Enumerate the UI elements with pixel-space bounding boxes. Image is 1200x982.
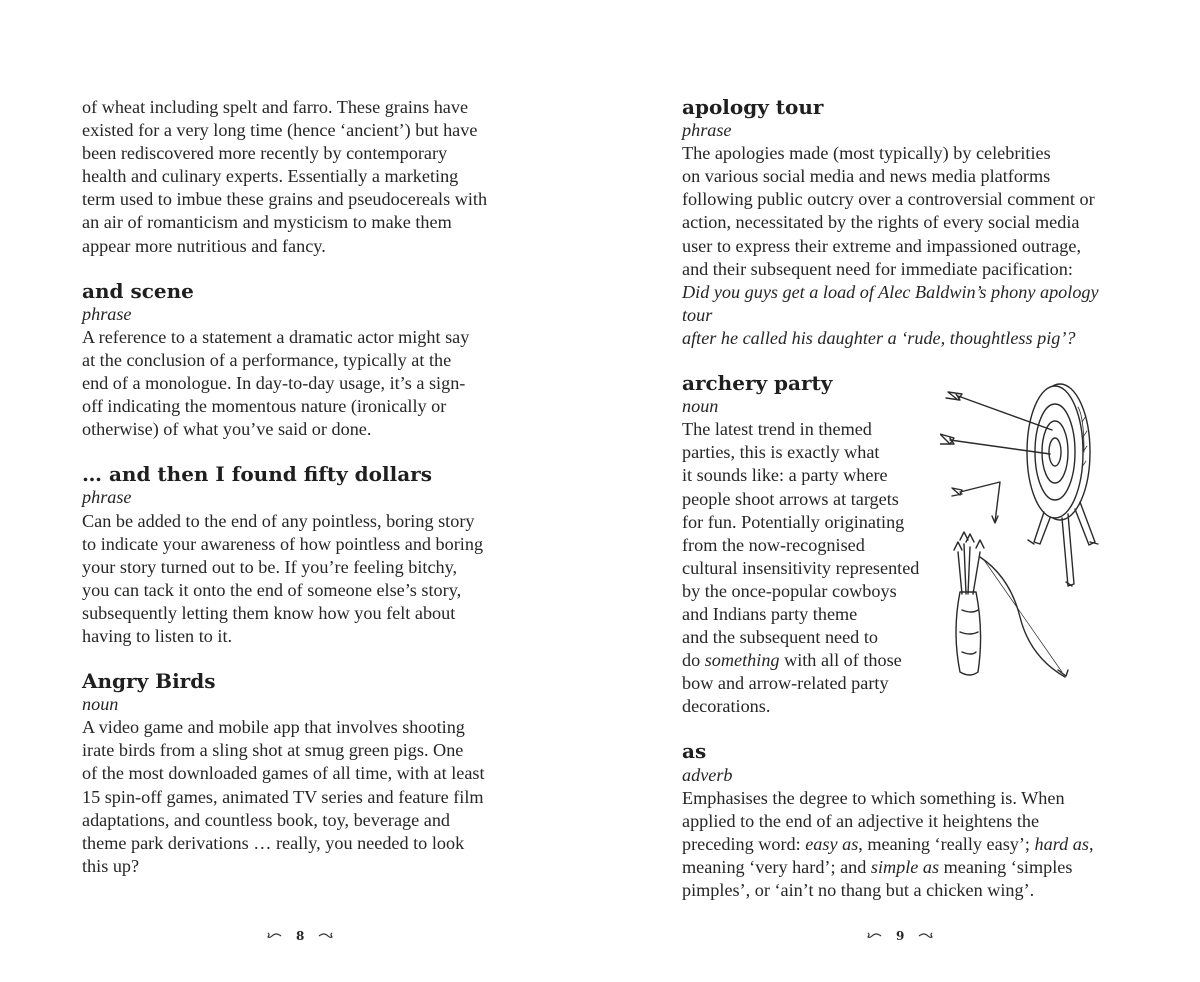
left-page <box>82 96 527 900</box>
page-number-right <box>866 929 934 943</box>
definition: The apologies made (most typically) by celebrities on various social media and news media platforms following public outcry over a controversial comment or action, necessitated by the rights of every social media user to express their extreme and impassioned outrage, and their subsequent need for immediate pacification: <box>682 143 1095 279</box>
definition: Can be added to the end of any pointless, boring story to indicate your awareness of how pointless and boring your story turned out to be. If you’re feeling bitchy, you can tack it onto the end of someone else’s story, subsequently letting them know how you felt about having to listen to it. <box>82 510 484 646</box>
part-of-speech: phrase <box>682 120 732 141</box>
headword: as <box>682 739 707 764</box>
usage-example: Did you guys get a load of Alec Baldwin’s phony apology tour after he called his daughter a ‘rude, thoughtless pig’? <box>682 281 1099 348</box>
entry-and-scene <box>82 280 527 442</box>
ornament-right-icon <box>918 932 934 940</box>
definition-emphasis: simple as <box>870 856 940 877</box>
headword: and scene <box>82 278 194 303</box>
part-of-speech: noun <box>682 396 719 417</box>
definition-text: , meaning ‘really easy’; <box>858 833 1035 854</box>
definition <box>682 787 1122 902</box>
entry-angry-birds <box>82 670 527 878</box>
entry-archery-party <box>682 372 1122 718</box>
entry-as <box>682 740 1122 902</box>
headword: … and then I found fifty dollars <box>82 462 432 487</box>
definition: A reference to a statement a dramatic actor might say at the conclusion of a performance, typically at the end of a monologue. In day-to-day usage, it’s a sign- off indicating the momentous nature (ironically or otherwise) of what you’ve said or done. <box>82 326 470 440</box>
page-number: 8 <box>296 929 305 943</box>
page-number-left <box>266 929 334 943</box>
definition-emphasis: hard as <box>1034 833 1089 854</box>
headword: archery party <box>682 371 833 396</box>
definition-text: with all of those bow and arrow-related party decorations. <box>682 650 902 717</box>
part-of-speech: adverb <box>682 764 733 785</box>
continued-definition: of wheat including spelt and farro. These grains have existed for a very long time (hence ‘ancient’) but have been rediscovered more recently by contemporary health and culinary experts. Essentially a marketing term used to imbue these grains and pseudocereals with an air of romanticism and mysticism to make them appear more nutritious and fancy. <box>82 97 488 256</box>
definition-text: The latest trend in themed parties, this is exactly what it sounds like: a party where people shoot arrows at targets for fun. Potentially originating from the now-recognised cultural insensitivity represented by the once-popular cowboys and Indians party theme and the subsequent need to do <box>682 419 920 671</box>
definition-emphasis: something <box>704 650 780 671</box>
archery-target-bow-quiver-icon <box>940 382 1125 682</box>
ornament-left-icon <box>266 932 282 940</box>
definition-emphasis: easy as <box>805 833 859 854</box>
part-of-speech: noun <box>82 694 119 715</box>
part-of-speech: phrase <box>82 487 132 508</box>
headword: apology tour <box>682 95 824 119</box>
headword: Angry Birds <box>82 669 216 694</box>
definition-text: , meaning ‘very hard’; and <box>682 833 1094 877</box>
ornament-right-icon <box>318 932 334 940</box>
definition: A video game and mobile app that involves shooting irate birds from a sling shot at smug green pigs. One of the most downloaded games of all time, with at least 15 spin-off games, animated TV series and feature film adaptations, and countless book, toy, beverage and theme park derivations … really, you needed to look this up? <box>82 717 485 876</box>
definition-text: Emphasises the degree to which something is. When applied to the end of an adjective it heightens the preceding word: <box>682 787 1065 854</box>
ornament-left-icon <box>866 932 882 940</box>
entry-apology-tour <box>682 96 1122 350</box>
page-number: 9 <box>896 929 905 943</box>
right-page <box>682 96 1122 924</box>
entry-fifty-dollars <box>82 463 527 648</box>
definition-text: meaning ‘simples pimples’, or ‘ain’t no thang but a chicken wing’. <box>682 856 1073 900</box>
part-of-speech: phrase <box>82 303 132 324</box>
